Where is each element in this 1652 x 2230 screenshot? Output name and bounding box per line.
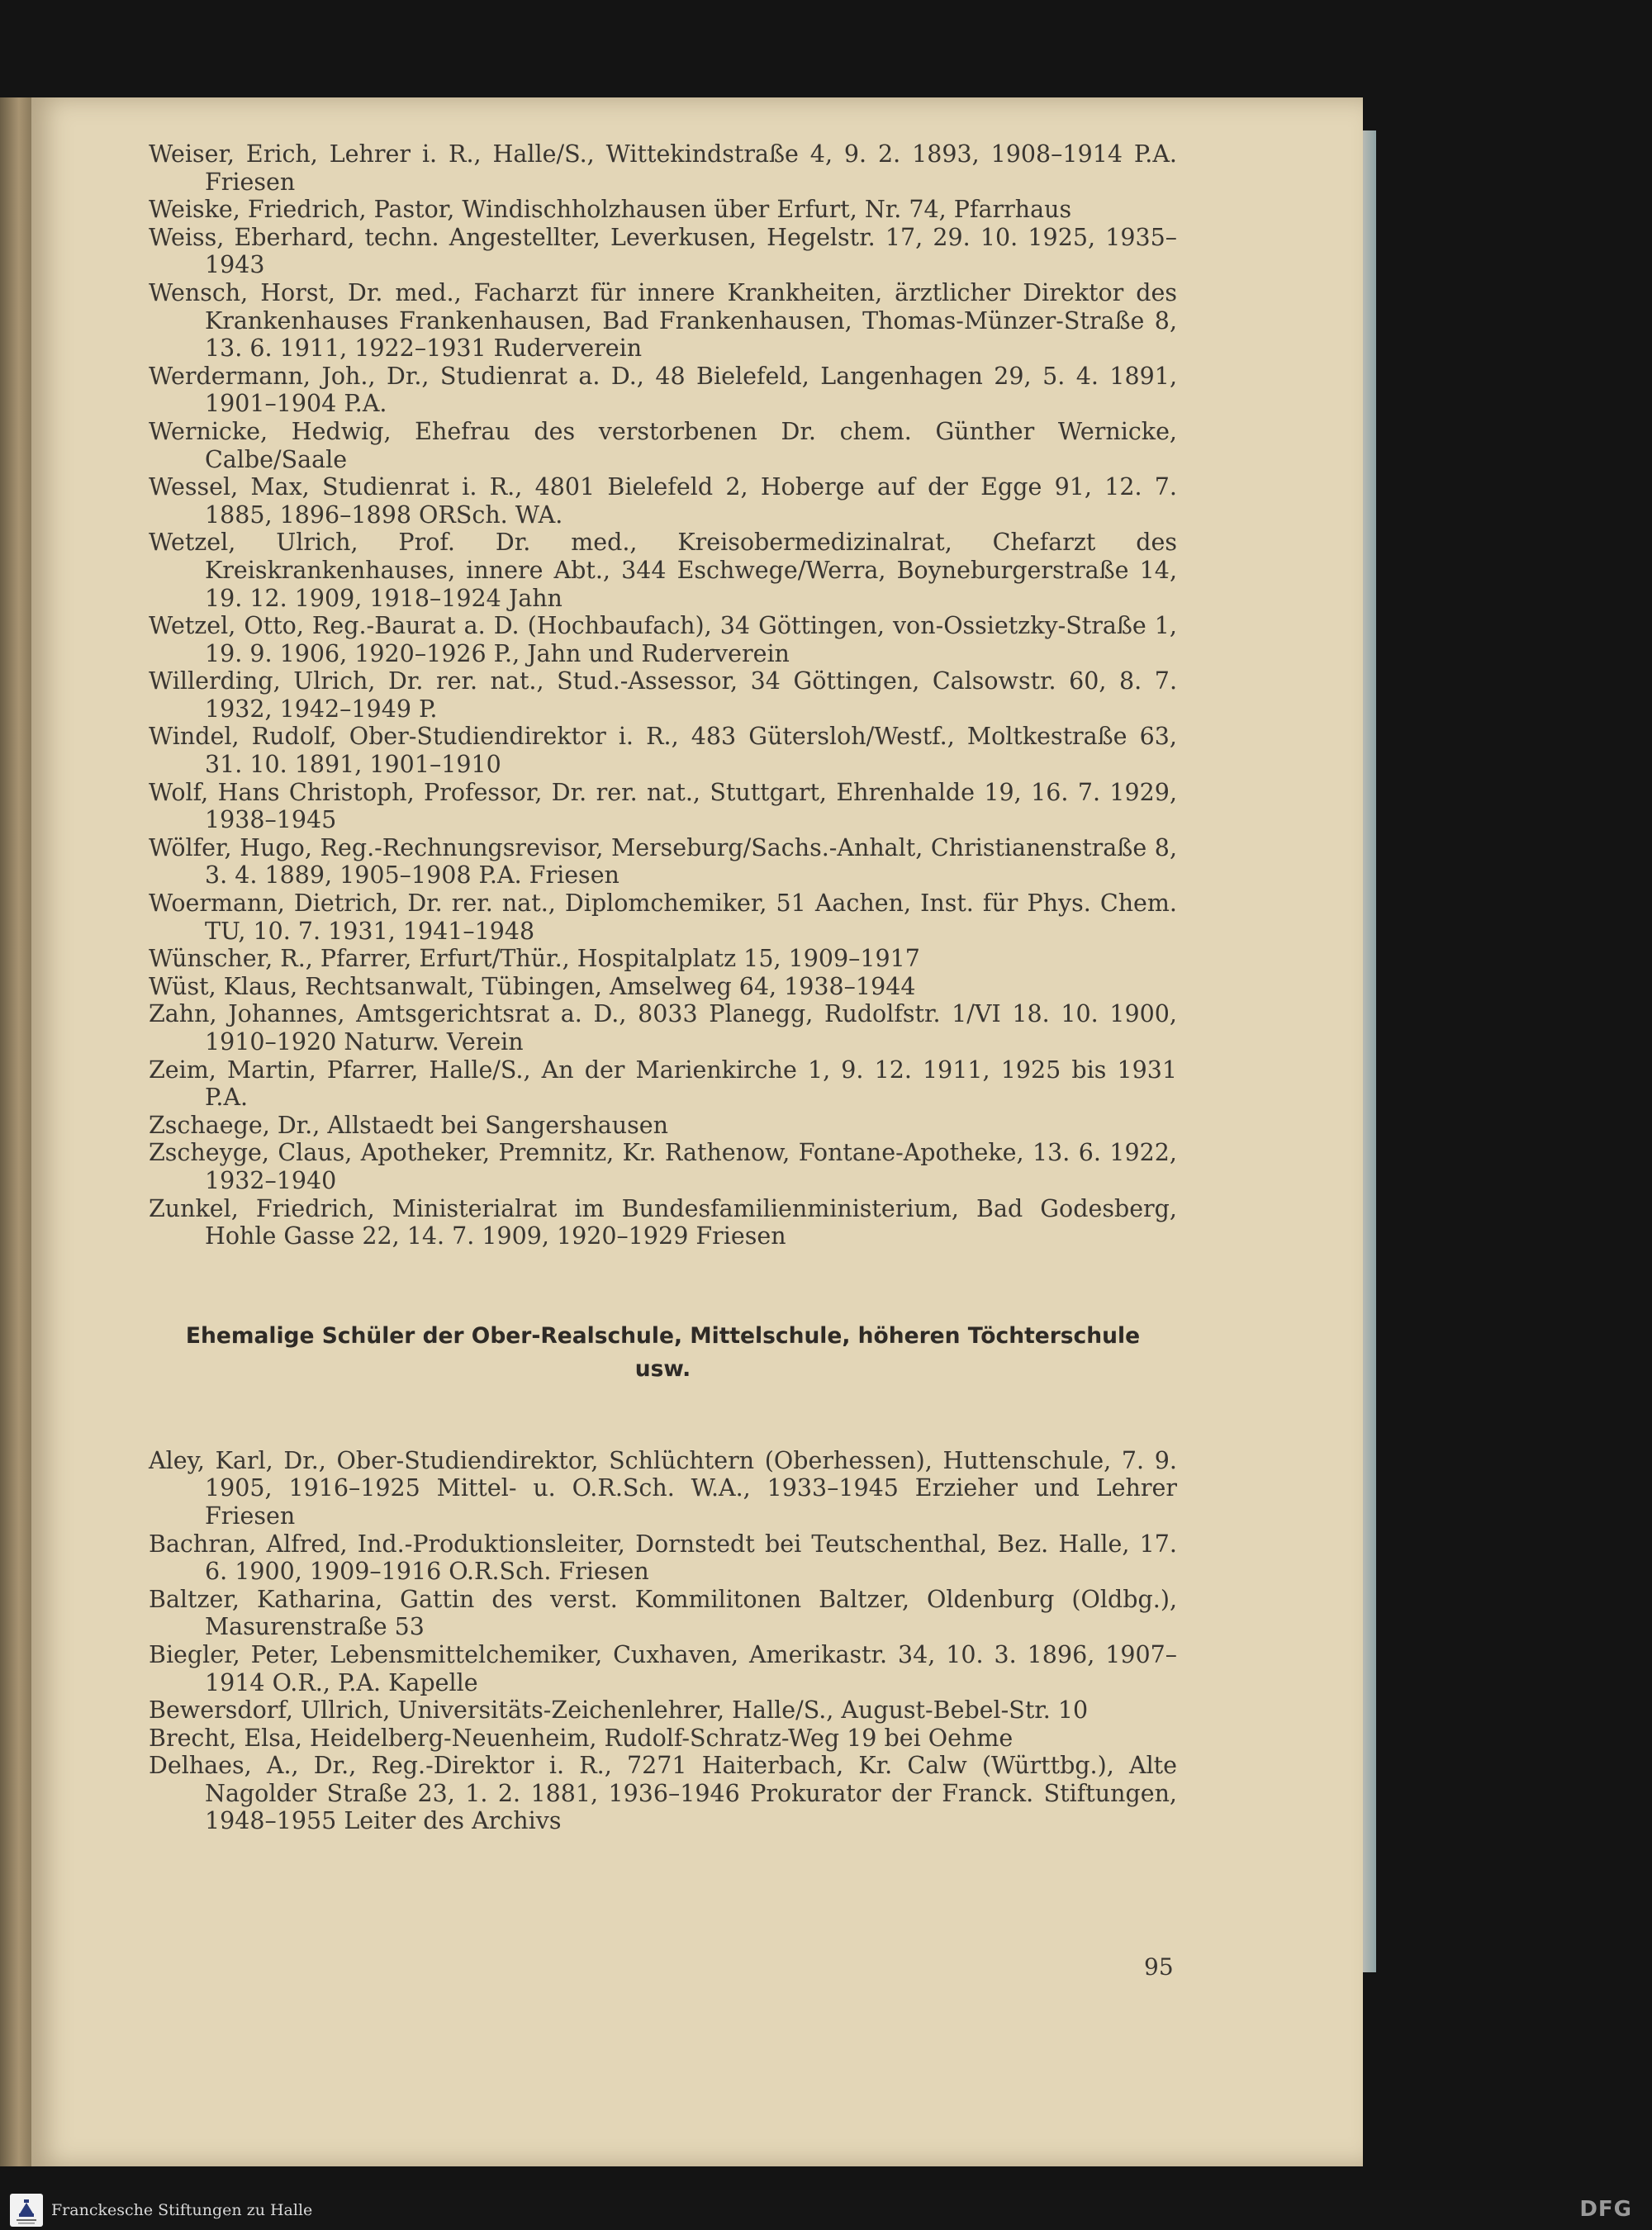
directory-entry: Wölfer, Hugo, Reg.-Rechnungsrevisor, Merseburg/Sachs.-Anhalt, Christianenstraße 8, 3. 4. 1889, 1905–1908 P.A. Friesen xyxy=(149,833,1177,890)
directory-entry: Woermann, Dietrich, Dr. rer. nat., Diplomchemiker, 51 Aachen, Inst. für Phys. Chem. TU, 10. 7. 1931, 1941–1948 xyxy=(149,890,1177,945)
entry-list-main xyxy=(149,140,1177,1250)
directory-entry: Weiss, Eberhard, techn. Angestellter, Leverkusen, Hegelstr. 17, 29. 10. 1925, 1935–1943 xyxy=(149,223,1177,279)
directory-entry: Wetzel, Otto, Reg.-Baurat a. D. (Hochbaufach), 34 Göttingen, von-Ossietzky-Straße 1, 19. 9. 1906, 1920–1926 P., Jahn und Ruderverein xyxy=(149,612,1177,667)
directory-entry: Zeim, Martin, Pfarrer, Halle/S., An der Marienkirche 1, 9. 12. 1911, 1925 bis 1931 P.A. xyxy=(149,1056,1177,1112)
directory-entry: Zunkel, Friedrich, Ministerialrat im Bundesfamilienministerium, Bad Godesberg, Hohle Gasse 22, 14. 7. 1909, 1920–1929 Friesen xyxy=(149,1194,1177,1250)
directory-entry: Weiske, Friedrich, Pastor, Windischholzhausen über Erfurt, Nr. 74, Pfarrhaus xyxy=(149,196,1072,224)
directory-entry: Aley, Karl, Dr., Ober-Studiendirektor, Schlüchtern (Oberhessen), Huttenschule, 7. 9. 1905, 1916–1925 Mittel- u. O.R.Sch. W.A., 1933–1945 Erzieher und Lehrer Friesen xyxy=(149,1446,1177,1530)
directory-entry: Wünscher, R., Pfarrer, Erfurt/Thür., Hospitalplatz 15, 1909–1917 xyxy=(149,945,920,973)
directory-entry: Wessel, Max, Studienrat i. R., 4801 Bielefeld 2, Hoberge auf der Egge 91, 12. 7. 1885, 1896–1898 ORSch. WA. xyxy=(149,473,1177,529)
dfg-logo: DFG xyxy=(1579,2197,1632,2222)
viewer-footer xyxy=(0,2190,1652,2230)
directory-entry: Werdermann, Joh., Dr., Studienrat a. D., 48 Bielefeld, Langenhagen 29, 5. 4. 1891, 1901–1904 P.A. xyxy=(149,362,1177,418)
directory-entry: Bachran, Alfred, Ind.-Produktionsleiter, Dornstedt bei Teutschenthal, Bez. Halle, 17. 6. 1900, 1909–1916 O.R.Sch. Friesen xyxy=(149,1530,1177,1586)
directory-entry: Wernicke, Hedwig, Ehefrau des verstorbenen Dr. chem. Günther Wernicke, Calbe/Saale xyxy=(149,417,1177,473)
page-stack-edge xyxy=(1363,130,1376,1972)
directory-entry: Brecht, Elsa, Heidelberg-Neuenheim, Rudolf-Schratz-Weg 19 bei Oehme xyxy=(149,1724,1014,1752)
directory-entry: Weiser, Erich, Lehrer i. R., Halle/S., Wittekindstraße 4, 9. 2. 1893, 1908–1914 P.A. Friesen xyxy=(149,140,1177,196)
directory-entry: Wetzel, Ulrich, Prof. Dr. med., Kreisobermedizinalrat, Chefarzt des Kreiskrankenhauses, innere Abt., 344 Eschwege/Werra, Boyneburgerstraße 14, 19. 12. 1909, 1918–1924 Jahn xyxy=(149,529,1177,612)
directory-entry: Wolf, Hans Christoph, Professor, Dr. rer. nat., Stuttgart, Ehrenhalde 19, 16. 7. 1929, 1938–1945 xyxy=(149,778,1177,834)
directory-entry: Zahn, Johannes, Amtsgerichtsrat a. D., 8033 Planegg, Rudolfstr. 1/VI 18. 10. 1900, 1910–1920 Naturw. Verein xyxy=(149,1000,1177,1056)
directory-entry: Delhaes, A., Dr., Reg.-Direktor i. R., 7271 Haiterbach, Kr. Calw (Württbg.), Alte Nagolder Straße 23, 1. 2. 1881, 1936–1946 Prokurator der Franck. Stiftungen, 1948–1955 Leiter des Archivs xyxy=(149,1752,1177,1835)
section-heading: Ehemalige Schüler der Ober-Realschule, Mittelschule, höheren Töchterschule usw. xyxy=(185,1322,1141,1382)
directory-entry: Wensch, Horst, Dr. med., Facharzt für innere Krankheiten, ärztlicher Direktor des Krankenhauses Frankenhausen, Bad Frankenhausen, Thomas-Münzer-Straße 8, 13. 6. 1911, 1922–1931 Ruderverein xyxy=(149,278,1177,363)
page-number: 95 xyxy=(1144,1953,1174,1981)
institution-name[interactable]: Franckesche Stiftungen zu Halle xyxy=(51,2201,313,2219)
facing-page-edge xyxy=(0,97,31,2166)
directory-entry: Wüst, Klaus, Rechtsanwalt, Tübingen, Amselweg 64, 1938–1944 xyxy=(149,972,916,1000)
entry-list-former-students xyxy=(149,1447,1177,1835)
directory-entry: Zscheyge, Claus, Apotheker, Premnitz, Kr. Rathenow, Fontane-Apotheke, 13. 6. 1922, 1932–1940 xyxy=(149,1139,1177,1194)
directory-entry: Zschaege, Dr., Allstaedt bei Sangershausen xyxy=(149,1111,668,1139)
directory-entry: Baltzer, Katharina, Gattin des verst. Kommilitonen Baltzer, Oldenburg (Oldbg.), Masurenstraße 53 xyxy=(149,1585,1177,1641)
directory-entry: Willerding, Ulrich, Dr. rer. nat., Stud.-Assessor, 34 Göttingen, Calsowstr. 60, 8. 7. 1932, 1942–1949 P. xyxy=(149,667,1177,723)
page-text xyxy=(149,140,1177,1835)
institution-logo-icon xyxy=(10,2194,43,2227)
directory-entry: Biegler, Peter, Lebensmittelchemiker, Cuxhaven, Amerikastr. 34, 10. 3. 1896, 1907–1914 O.R., P.A. Kapelle xyxy=(149,1640,1177,1696)
directory-entry: Bewersdorf, Ullrich, Universitäts-Zeichenlehrer, Halle/S., August-Bebel-Str. 10 xyxy=(149,1696,1089,1725)
directory-entry: Windel, Rudolf, Ober-Studiendirektor i. R., 483 Gütersloh/Westf., Moltkestraße 63, 31. 10. 1891, 1901–1910 xyxy=(149,723,1177,779)
